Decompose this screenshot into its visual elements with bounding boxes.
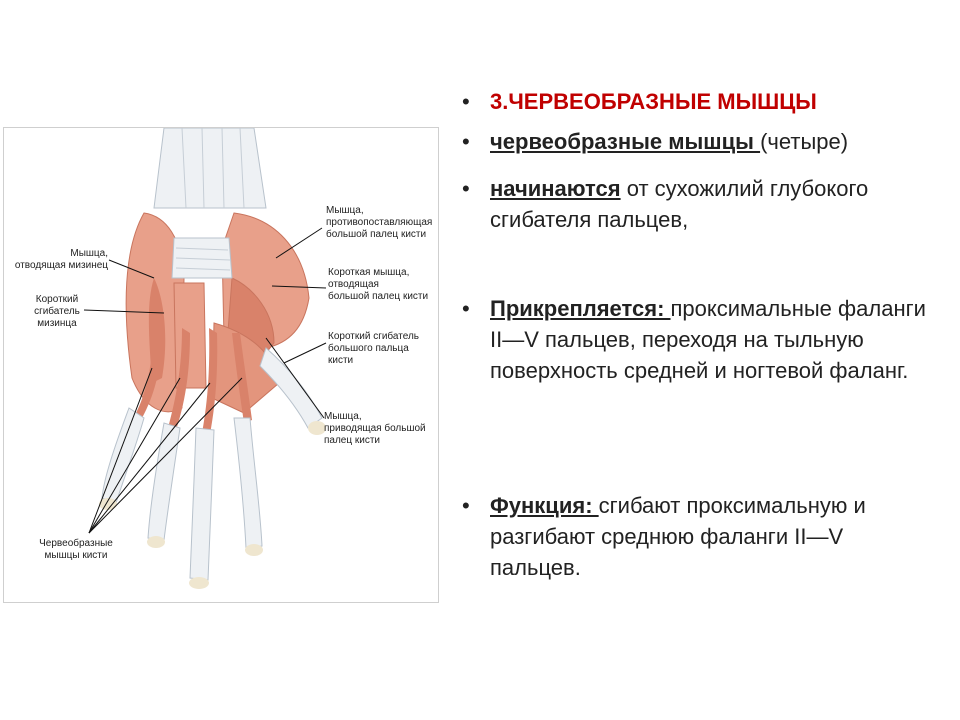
bullet-dot: • (462, 176, 470, 201)
bullet-lead: червеобразные мышцы (490, 129, 761, 154)
bullet-text: проксимальные фаланги II—V пальцев, переходя на тыльную поверхность средней и ногтевой фаланг. (490, 296, 926, 383)
bullet-dot: • (462, 493, 470, 518)
bullet-lead: начинаются (490, 176, 621, 201)
bullet-text: (четыре) (760, 129, 849, 154)
bullet-dot: • (462, 89, 470, 114)
bullet-lead: Функция: (490, 493, 599, 518)
bullet-dot: • (462, 129, 470, 154)
forearm-tendons (154, 128, 266, 208)
bullet-text: сгибают проксимальную и разгибают среднюю фаланги II—V пальцев. (490, 493, 866, 580)
bullet-dot: • (462, 296, 470, 321)
bullet-lead: Прикрепляется: (490, 296, 671, 321)
hand-anatomy-figure (3, 127, 439, 603)
label-flexor-pollicis-brevis: Короткий сгибатель большого пальца кисти (328, 331, 420, 366)
label-adductor-pollicis: Мышца, приводящая большой палец кисти (324, 411, 426, 446)
label-opponens-pollicis: Мышца, противопоставляющая большой палец кисти (326, 205, 433, 240)
bullet-text: от сухожилий глубокого сгибателя пальцев, (490, 176, 869, 232)
label-lumbricals: Червеобразные мышцы кисти (39, 538, 113, 561)
label-flexor-digiti-minimi: Короткий сгибатель мизинца (34, 294, 80, 329)
slide-title: 3.ЧЕРВЕОБРАЗНЫЕ МЫШЦЫ (490, 89, 817, 114)
label-abductor-digiti-minimi: Мышца, отводящая мизинец (14, 248, 108, 271)
label-abductor-pollicis-brevis: Короткая мышца, отводящая большой палец кисти (328, 267, 429, 302)
